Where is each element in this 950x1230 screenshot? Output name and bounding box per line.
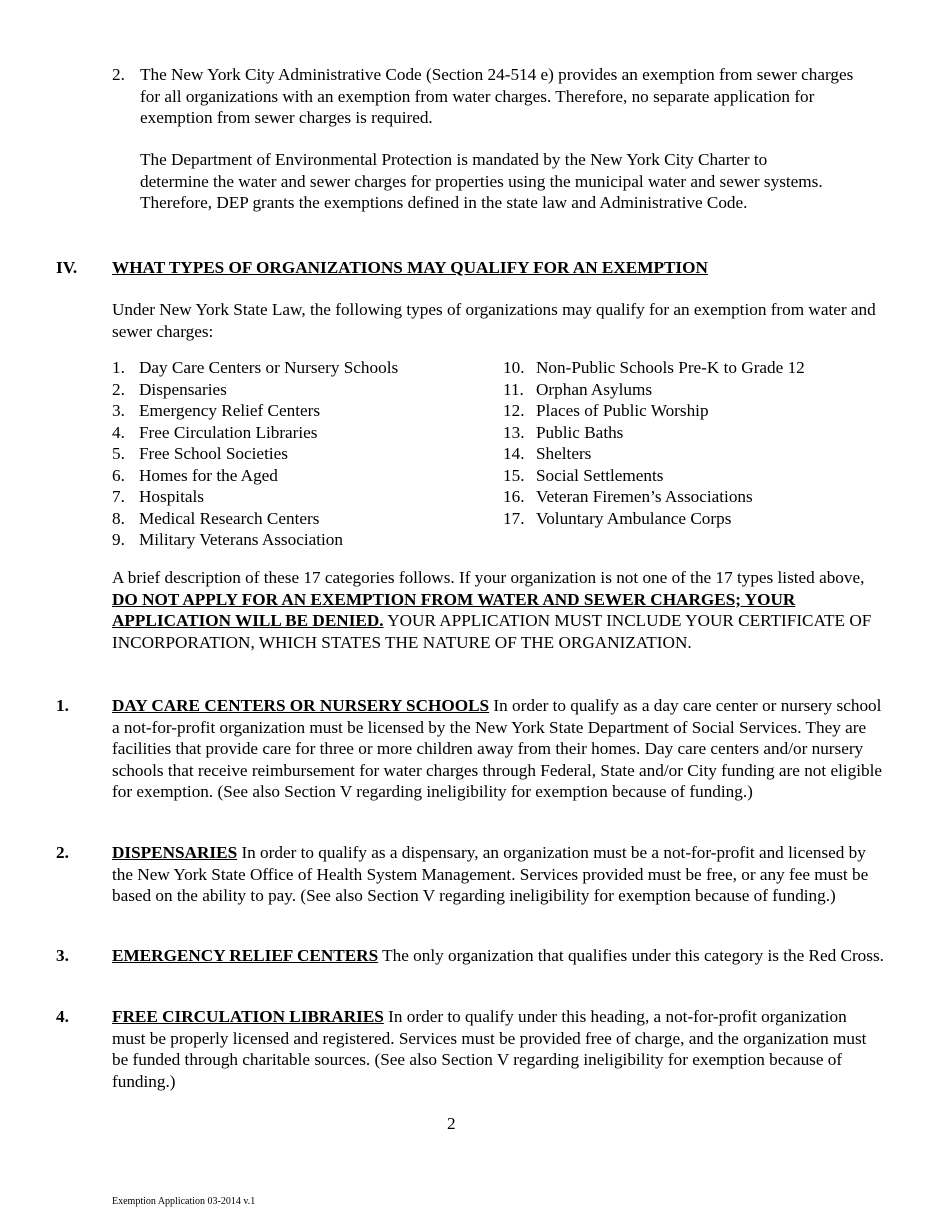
org-types-left-list bbox=[112, 357, 398, 551]
category-paragraph bbox=[112, 1006, 884, 1092]
category-number: 3. bbox=[56, 946, 69, 965]
category-number: 2. bbox=[56, 843, 69, 862]
category-number: 1. bbox=[56, 696, 69, 715]
list-item: 5. Free School Societies bbox=[112, 444, 288, 463]
section-intro: Under New York State Law, the following types of organizations may qualify for an exemption from water and sewer charges: bbox=[112, 300, 876, 341]
notice-tail: YOUR APPLICATION MUST INCLUDE YOUR CERTIFICATE OF INCORPORATION, WHICH STATES THE NATURE OF THE ORGANIZATION. bbox=[112, 611, 872, 652]
category-body: In order to qualify under this heading, a not-for-profit organization must be properly licensed and registered. Services must be provided free of charge, and the organization must be funded through charitable sources. (See also Section V regarding ineligibility for exemption because of funding.) bbox=[112, 1007, 867, 1091]
dep-paragraph: The Department of Environmental Protection is mandated by the New York City Charter to determine the water and sewer charges for properties using the municipal water and sewer systems. Therefore, DEP grants the exemptions defined in the state law and Administrative Code. bbox=[140, 150, 823, 212]
notice-warning: DO NOT APPLY FOR AN EXEMPTION FROM WATER AND SEWER CHARGES; YOUR APPLICATION WILL BE DENIED. bbox=[112, 589, 796, 630]
notice-lead: A brief description of these 17 categories follows. If your organization is not one of the 17 types listed above, bbox=[112, 568, 865, 587]
category-paragraph bbox=[112, 842, 884, 907]
list-item: 16. Veteran Firemen’s Associations bbox=[503, 487, 753, 506]
section-number: IV. bbox=[56, 258, 78, 277]
category-body: The only organization that qualifies under this category is the Red Cross. bbox=[378, 946, 884, 965]
footer-text: Exemption Application 03-2014 v.1 bbox=[112, 1196, 256, 1207]
category-paragraph bbox=[112, 695, 884, 803]
category-paragraph bbox=[112, 945, 884, 967]
section-title: WHAT TYPES OF ORGANIZATIONS MAY QUALIFY FOR AN EXEMPTION bbox=[112, 258, 708, 277]
category-heading: EMERGENCY RELIEF CENTERS bbox=[112, 946, 379, 965]
page-number: 2 bbox=[447, 1114, 456, 1133]
category-body: In order to qualify as a day care center or nursery school a not-for-profit organization must be licensed by the New York State Department of Social Services. They are facilities that provide care for three or more children away from their homes. Day care centers and/or nursery schools that receive reimbursement for water charges through Federal, State and/or City funding are not eligible for exemption. (See also Section V regarding ineligibility for exemption because of funding.) bbox=[112, 696, 883, 801]
list-item: 1. Day Care Centers or Nursery Schools bbox=[112, 358, 399, 377]
list-item: 8. Medical Research Centers bbox=[112, 508, 320, 528]
category-body: In order to qualify as a dispensary, an organization must be a not-for-profit and licensed by the New York State Office of Health System Management. Services provided must be free, or any fee must be based on the ability to pay. (See also Section V regarding ineligibility for exemption because of funding.) bbox=[112, 843, 869, 905]
list-item: 14. Shelters bbox=[503, 444, 592, 463]
intro-item-text: The New York City Administrative Code (Section 24-514 e) provides an exemption from sewer charges for all organizations with an exemption from water charges. Therefore, no separate application for exemption from sewer charges is required. bbox=[140, 65, 854, 127]
list-item: 6. Homes for the Aged bbox=[112, 465, 278, 485]
list-item: 10. Non-Public Schools Pre-K to Grade 12 bbox=[503, 358, 805, 377]
org-types-right-list bbox=[503, 357, 805, 529]
category-number: 4. bbox=[56, 1007, 69, 1026]
intro-item bbox=[112, 64, 882, 129]
list-item: 2. Dispensaries bbox=[112, 379, 227, 399]
list-item: 7. Hospitals bbox=[112, 487, 204, 506]
list-item: 12. Places of Public Worship bbox=[503, 401, 709, 420]
list-item: 13. Public Baths bbox=[503, 422, 624, 442]
list-item: 11. Orphan Asylums bbox=[503, 379, 653, 399]
notice-paragraph bbox=[112, 567, 887, 653]
list-item: 15. Social Settlements bbox=[503, 465, 664, 485]
category-heading: DAY CARE CENTERS OR NURSERY SCHOOLS bbox=[112, 696, 490, 715]
list-item: 4. Free Circulation Libraries bbox=[112, 422, 318, 442]
list-item: 17. Voluntary Ambulance Corps bbox=[503, 508, 732, 528]
list-item: 3. Emergency Relief Centers bbox=[112, 401, 321, 420]
category-heading: DISPENSARIES bbox=[112, 843, 238, 862]
category-heading: FREE CIRCULATION LIBRARIES bbox=[112, 1007, 384, 1026]
intro-item-number: 2. bbox=[112, 65, 125, 84]
list-item: 9. Military Veterans Association bbox=[112, 530, 343, 549]
